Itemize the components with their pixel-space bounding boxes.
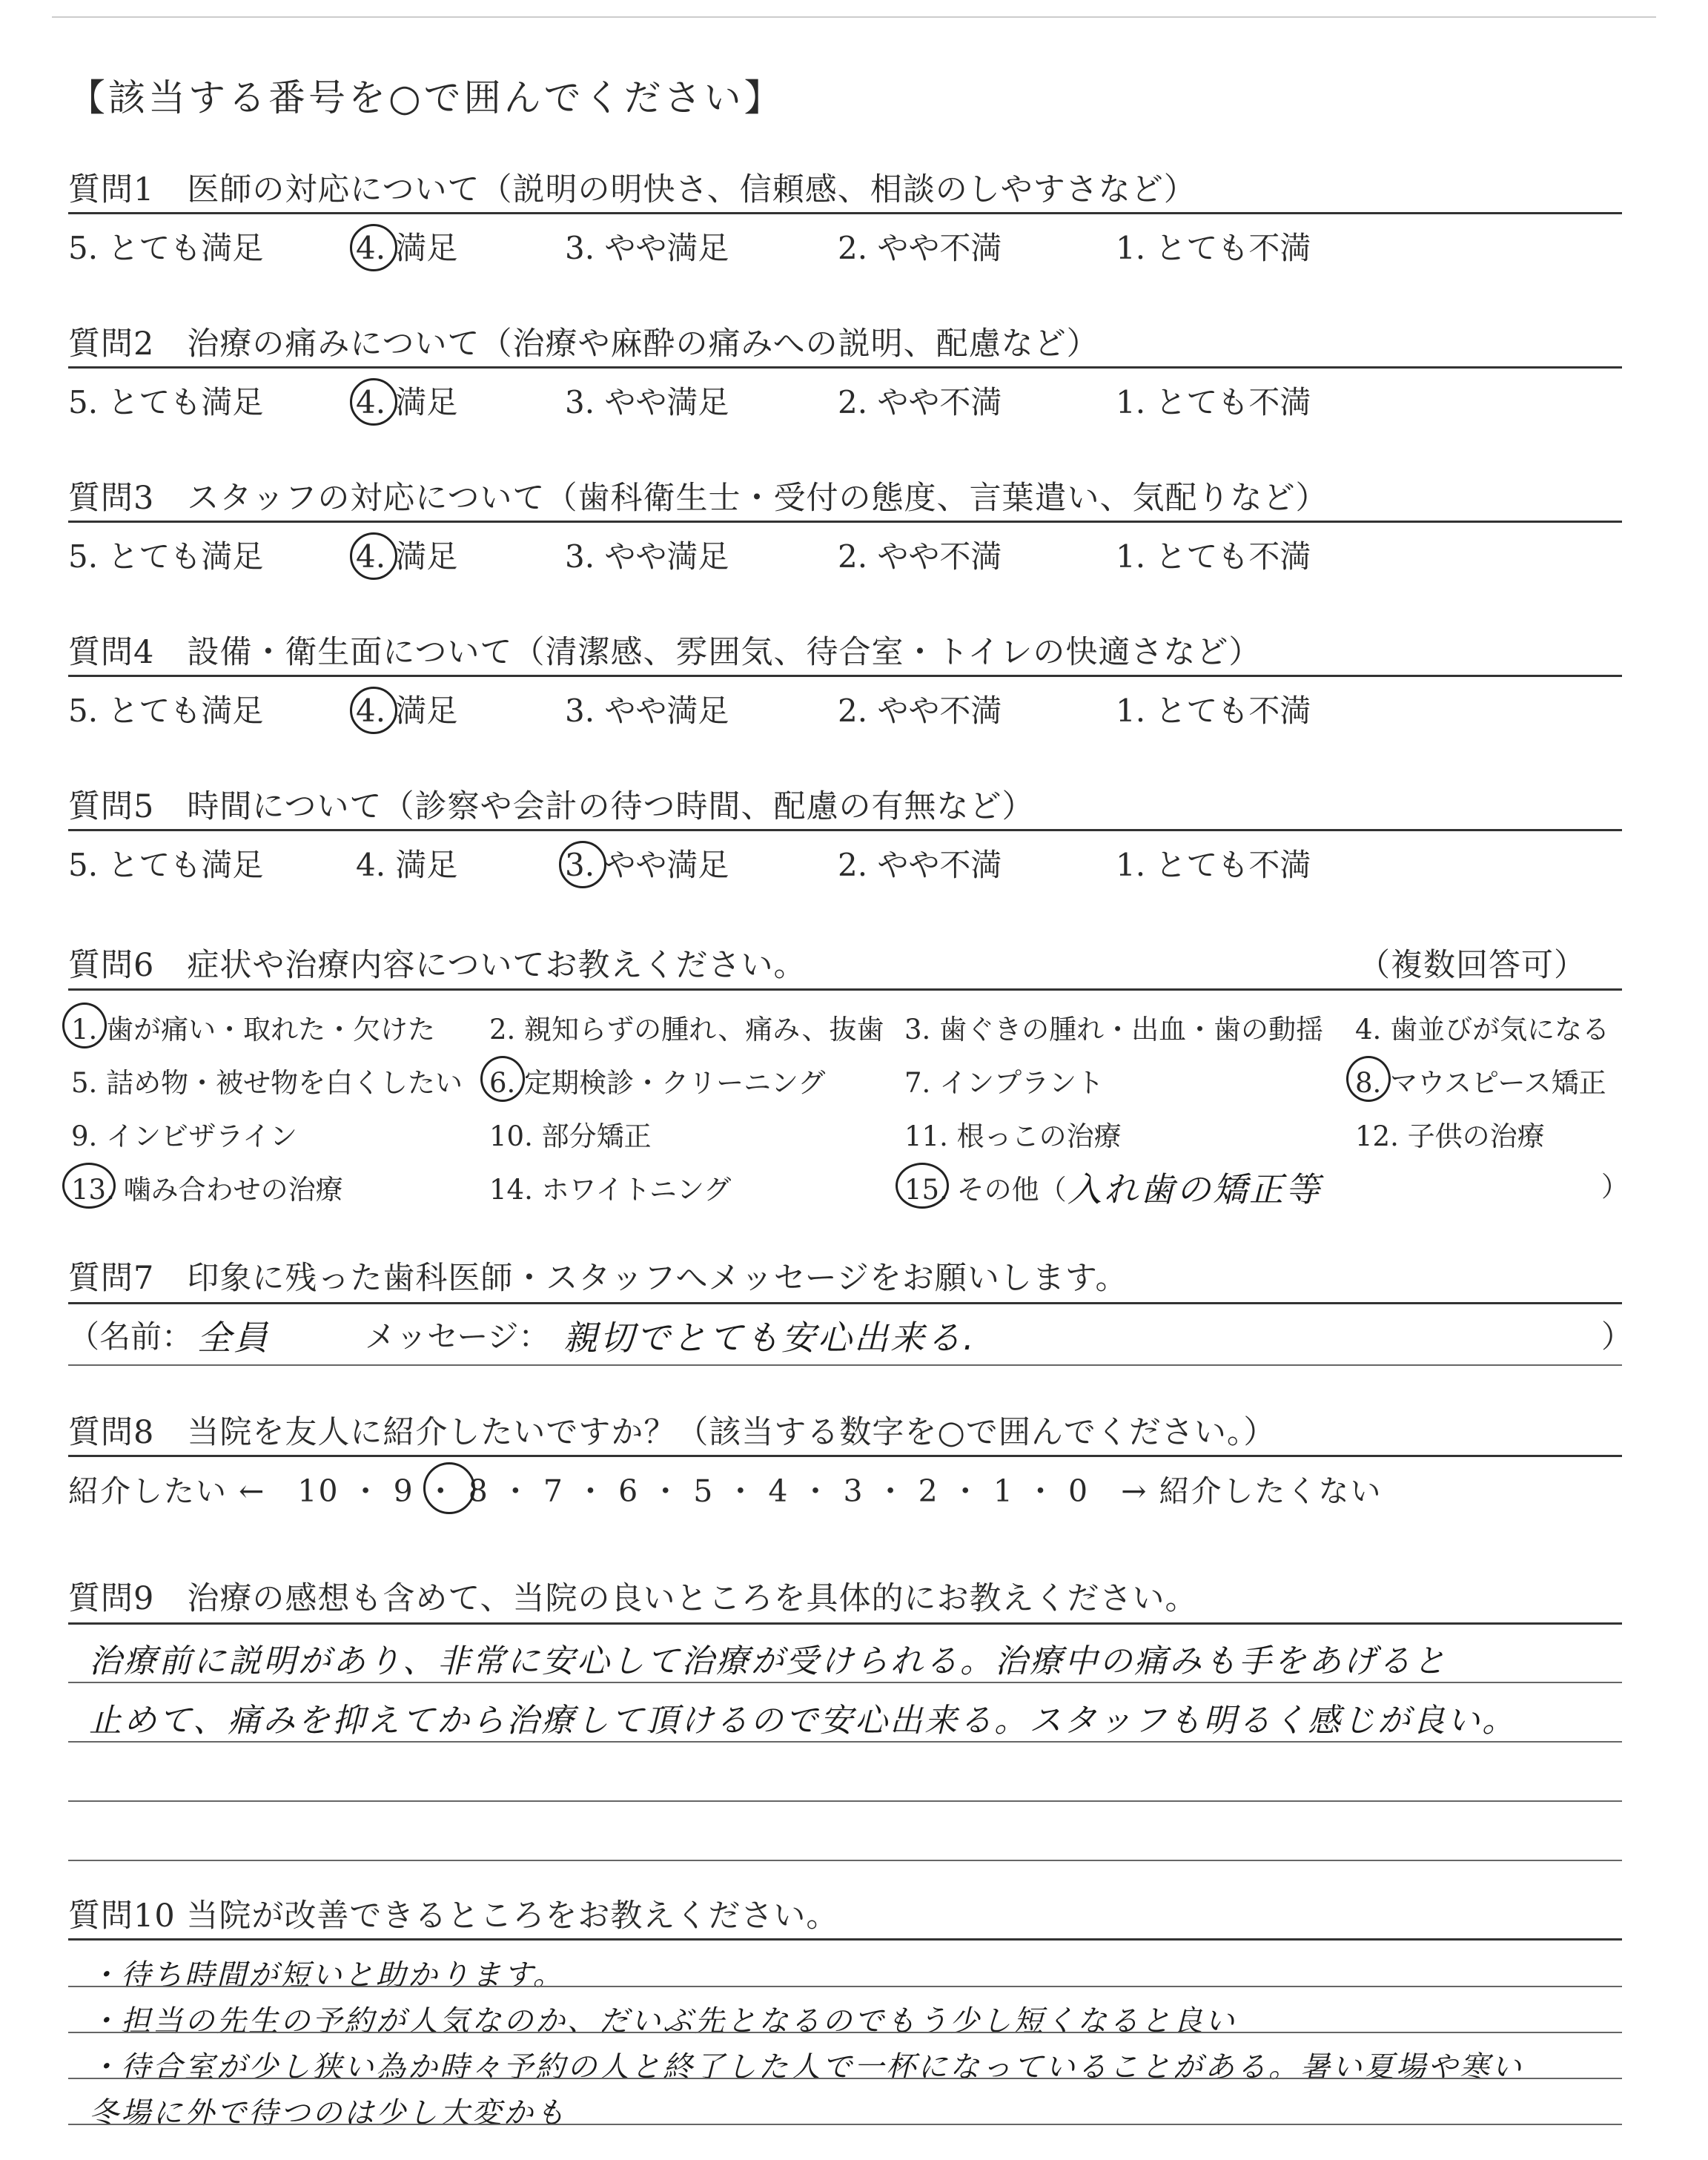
q4-title: 質問4 設備・衛生面について（清潔感、雰囲気、待合室・トイレの快適さなど） xyxy=(68,634,1262,671)
q2-rule xyxy=(68,366,1622,369)
q6-option-7[interactable]: 7. インプラント xyxy=(904,1067,1105,1099)
q6-answer-circle-15 xyxy=(896,1163,949,1209)
q3-title: 質問3 スタッフの対応について（歯科衛生士・受付の態度、言葉遣い、気配りなど） xyxy=(68,480,1328,517)
q7-message-label: メッセージ： xyxy=(365,1318,550,1355)
q9-rule-4 xyxy=(68,1860,1622,1861)
q4-rule xyxy=(68,675,1622,677)
q6-note: （複数回答可） xyxy=(1358,947,1586,984)
q3-answer-circle xyxy=(350,532,397,580)
q10-rule-3 xyxy=(68,2078,1622,2079)
q4-option-3[interactable]: 3. やや満足 xyxy=(565,693,729,729)
q1-option-5[interactable]: 5. とても満足 xyxy=(68,230,264,266)
q1-title: 質問1 医師の対応について（説明の明快さ、信頼感、相談のしやすさなど） xyxy=(68,171,1196,208)
q1-rule xyxy=(68,212,1622,214)
q6-option-13[interactable]: 13. 噛み合わせの治療 xyxy=(71,1174,343,1206)
q6-other-close: ） xyxy=(1601,1171,1629,1203)
q10-answer-line-1: ・待ち時間が短いと助かります。 xyxy=(89,1958,565,1992)
q1-option-1[interactable]: 1. とても不満 xyxy=(1116,230,1311,266)
q6-answer-circle-1 xyxy=(62,1003,107,1048)
q6-rule xyxy=(68,988,1622,991)
q6-option-6[interactable]: 6. 定期検診・クリーニング xyxy=(489,1067,826,1099)
q6-option-9[interactable]: 9. インビザライン xyxy=(71,1120,297,1152)
q5-option-4[interactable]: 4. 満足 xyxy=(356,847,458,883)
q9-rule-1 xyxy=(68,1682,1622,1683)
q10-answer-line-4: 冬場に外で待つのは少し大変かも xyxy=(89,2096,567,2130)
q7-message-value: 親切でとても安心出来る. xyxy=(563,1318,976,1358)
q4-option-4[interactable]: 4. 満足 xyxy=(356,693,458,729)
q7-answer-line xyxy=(68,1364,1622,1366)
q2-option-5[interactable]: 5. とても満足 xyxy=(68,384,264,420)
q9-rule xyxy=(68,1622,1622,1625)
q9-rule-3 xyxy=(68,1800,1622,1802)
q3-option-1[interactable]: 1. とても不満 xyxy=(1116,538,1311,575)
q3-rule xyxy=(68,521,1622,523)
q4-option-1[interactable]: 1. とても不満 xyxy=(1116,693,1311,729)
q7-name-value: 全員 xyxy=(197,1318,270,1358)
q1-option-2[interactable]: 2. やや不満 xyxy=(838,230,1002,266)
q6-answer-circle-13 xyxy=(62,1163,116,1209)
q3-option-3[interactable]: 3. やや満足 xyxy=(565,538,729,575)
q6-option-1[interactable]: 1. 歯が痛い・取れた・欠けた xyxy=(71,1014,436,1046)
form-heading: 【該当する番号を○で囲んでください】 xyxy=(68,76,784,119)
q7-title: 質問7 印象に残った歯科医師・スタッフへメッセージをお願いします。 xyxy=(68,1260,1128,1297)
q5-answer-circle xyxy=(559,841,606,888)
q2-option-3[interactable]: 3. やや満足 xyxy=(565,384,729,420)
q6-answer-circle-8 xyxy=(1346,1056,1391,1102)
q5-rule xyxy=(68,829,1622,831)
q10-answer-line-3: ・待合室が少し狭い為か時々予約の人と終了した人で一杯になっていることがある。暑い夏場や寒い xyxy=(89,2050,1523,2084)
q10-title: 質問10 当院が改善できるところをお教えください。 xyxy=(68,1898,839,1935)
q7-name-label: （名前： xyxy=(68,1318,193,1355)
q3-option-2[interactable]: 2. やや不満 xyxy=(838,538,1002,575)
q6-other-text: 入れ歯の矯正等 xyxy=(1068,1169,1322,1209)
q10-rule-1 xyxy=(68,1986,1622,1987)
q8-rule xyxy=(68,1455,1622,1457)
q2-answer-circle xyxy=(350,378,397,426)
q2-option-2[interactable]: 2. やや不満 xyxy=(838,384,1002,420)
q5-option-2[interactable]: 2. やや不満 xyxy=(838,847,1002,883)
q6-option-10[interactable]: 10. 部分矯正 xyxy=(489,1120,652,1152)
q9-rule-2 xyxy=(68,1741,1622,1743)
q6-option-4[interactable]: 4. 歯並びが気になる xyxy=(1355,1014,1610,1046)
q8-scale: 紹介したい ← 10 ・ 9 ・ 8 ・ 7 ・ 6 ・ 5 ・ 4 ・ 3 ・ 2 ・ 1 ・ 0 → 紹介したくない xyxy=(68,1473,1383,1509)
q8-title: 質問8 当院を友人に紹介したいですか？（該当する数字を○で囲んでください。） xyxy=(68,1414,1277,1451)
q5-title: 質問5 時間について（診察や会計の待つ時間、配慮の有無など） xyxy=(68,788,1035,825)
q5-option-5[interactable]: 5. とても満足 xyxy=(68,847,264,883)
q9-answer-line-2: 止めて、痛みを抑えてから治療して頂けるので安心出来る。スタッフも明るく感じが良い。 xyxy=(89,1702,1517,1740)
q10-rule-2 xyxy=(68,2032,1622,2033)
q9-title: 質問9 治療の感想も含めて、当院の良いところを具体的にお教えください。 xyxy=(68,1580,1198,1617)
q1-option-4[interactable]: 4. 満足 xyxy=(356,230,458,266)
q6-answer-circle-6 xyxy=(480,1056,525,1102)
q6-title: 質問6 症状や治療内容についてお教えください。 xyxy=(68,947,807,984)
q4-option-5[interactable]: 5. とても満足 xyxy=(68,693,264,729)
q6-option-2[interactable]: 2. 親知らずの腫れ、痛み、抜歯 xyxy=(489,1014,884,1046)
q6-option-3[interactable]: 3. 歯ぐきの腫れ・出血・歯の動揺 xyxy=(904,1014,1324,1046)
q10-answer-line-2: ・担当の先生の予約が人気なのか、だいぶ先となるのでもう少し短くなると良い xyxy=(89,2004,1237,2038)
q6-option-12[interactable]: 12. 子供の治療 xyxy=(1355,1120,1545,1152)
q7-rule xyxy=(68,1302,1622,1304)
top-border xyxy=(52,16,1656,18)
q8-answer-circle xyxy=(423,1462,475,1514)
q2-option-1[interactable]: 1. とても不満 xyxy=(1116,384,1311,420)
q3-option-5[interactable]: 5. とても満足 xyxy=(68,538,264,575)
q1-answer-circle xyxy=(350,224,397,271)
q4-option-2[interactable]: 2. やや不満 xyxy=(838,693,1002,729)
q10-rule-4 xyxy=(68,2124,1622,2125)
q5-option-3[interactable]: 3. やや満足 xyxy=(565,847,729,883)
q6-option-11[interactable]: 11. 根っこの治療 xyxy=(904,1120,1122,1152)
q4-answer-circle xyxy=(350,687,397,734)
q6-option-5[interactable]: 5. 詰め物・被せ物を白くしたい xyxy=(71,1067,463,1099)
q6-option-8[interactable]: 8. マウスピース矯正 xyxy=(1355,1067,1606,1099)
q7-close: ） xyxy=(1601,1318,1633,1355)
q6-option-14[interactable]: 14. ホワイトニング xyxy=(489,1174,732,1206)
q3-option-4[interactable]: 4. 満足 xyxy=(356,538,458,575)
q5-option-1[interactable]: 1. とても不満 xyxy=(1116,847,1311,883)
q10-rule xyxy=(68,1938,1622,1941)
q2-title: 質問2 治療の痛みについて（治療や麻酔の痛みへの説明、配慮など） xyxy=(68,326,1099,363)
q2-option-4[interactable]: 4. 満足 xyxy=(356,384,458,420)
q6-option-15[interactable]: 15. その他（ xyxy=(904,1174,1067,1206)
q9-answer-line-1: 治療前に説明があり、非常に安心して治療が受けられる。治療中の痛みも手をあげると xyxy=(89,1642,1448,1680)
q1-option-3[interactable]: 3. やや満足 xyxy=(565,230,729,266)
